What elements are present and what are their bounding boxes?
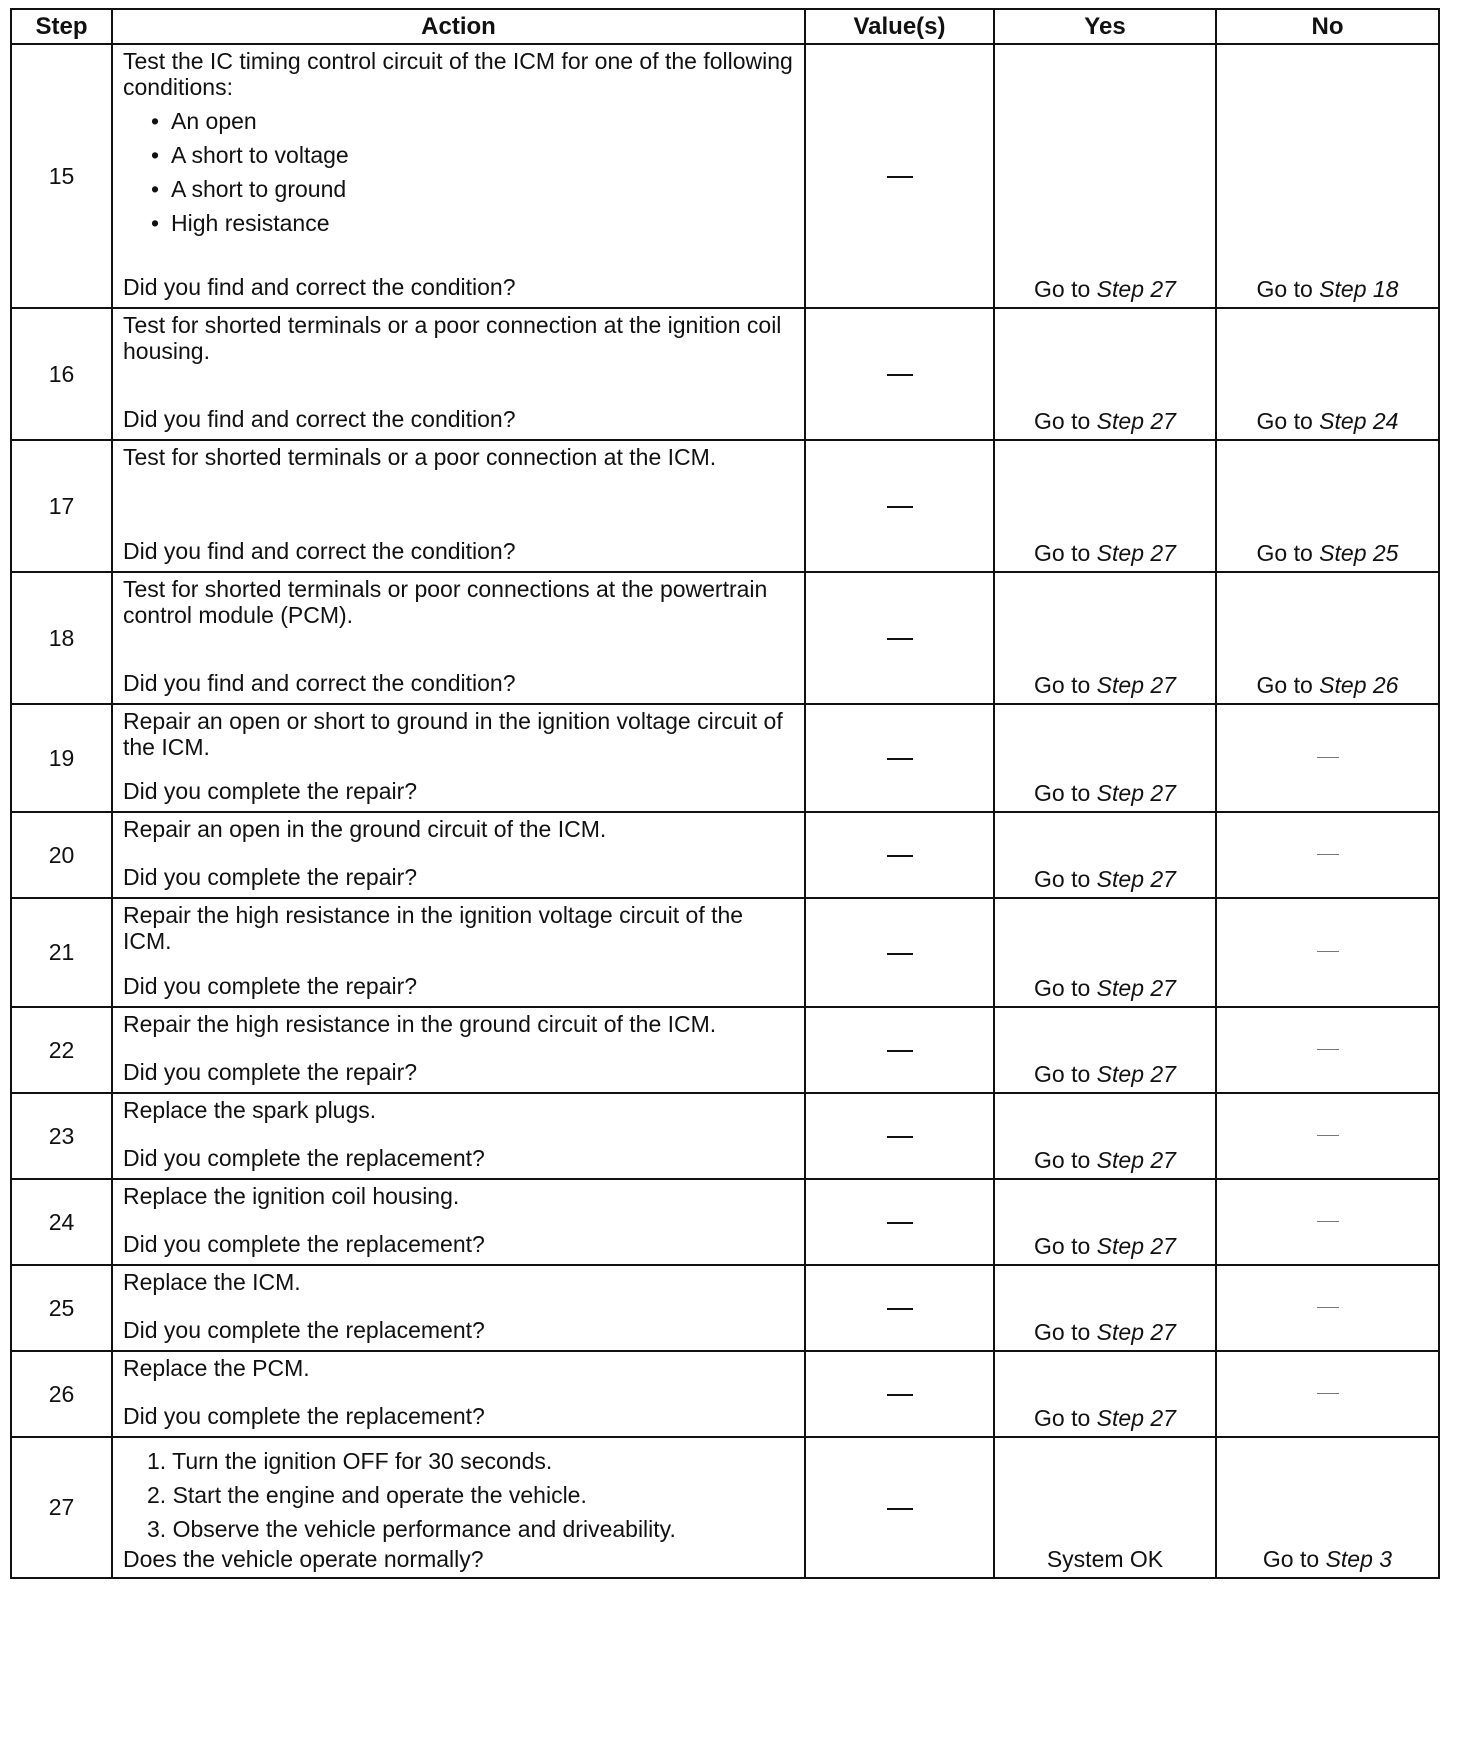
value-dash: [887, 758, 913, 760]
yes-prefix: Go to: [1034, 1405, 1091, 1431]
action-cell: [112, 308, 805, 440]
no-step-link[interactable]: Step 25: [1319, 540, 1399, 566]
action-question: Did you find and correct the condition?: [123, 274, 516, 300]
action-text: Repair an open or short to ground in the ignition voltage circuit of the ICM.: [123, 708, 783, 760]
action-cell: [112, 898, 805, 1007]
yes-cell[interactable]: [994, 1351, 1216, 1437]
value-cell: [805, 1265, 994, 1351]
no-cell[interactable]: [1216, 44, 1439, 308]
value-dash: [887, 855, 913, 857]
value-dash: [887, 1050, 913, 1052]
yes-cell: [994, 1437, 1216, 1578]
step-number: 27: [11, 1437, 112, 1578]
no-cell: [1216, 1179, 1439, 1265]
no-cell: [1216, 898, 1439, 1007]
table-row: [11, 572, 1439, 704]
no-step-link[interactable]: Step 18: [1319, 276, 1399, 302]
action-cell: [112, 440, 805, 572]
no-dash: [1317, 854, 1339, 855]
no-dash: [1317, 1307, 1339, 1308]
yes-prefix: Go to: [1034, 780, 1091, 806]
action-question: Did you complete the repair?: [123, 973, 418, 999]
value-cell: [805, 898, 994, 1007]
header-values: Value(s): [805, 9, 994, 44]
step-number: 25: [11, 1265, 112, 1351]
yes-cell[interactable]: [994, 812, 1216, 898]
value-cell: [805, 1007, 994, 1093]
value-dash: [887, 506, 913, 508]
action-question: Did you find and correct the condition?: [123, 538, 516, 564]
diagnostic-table-page: [10, 8, 1438, 1579]
action-text: Test for shorted terminals or a poor connection at the ignition coil housing.: [123, 312, 782, 364]
yes-prefix: Go to: [1034, 866, 1091, 892]
action-text: Repair the high resistance in the ignition voltage circuit of the ICM.: [123, 902, 744, 954]
yes-prefix: Go to: [1034, 672, 1091, 698]
yes-step-link[interactable]: Step 27: [1096, 1233, 1176, 1259]
no-dash: [1317, 757, 1339, 758]
yes-cell[interactable]: [994, 1265, 1216, 1351]
action-text: Replace the ICM.: [123, 1269, 301, 1295]
action-question: Does the vehicle operate normally?: [123, 1546, 484, 1572]
value-dash: [887, 1308, 913, 1310]
yes-prefix: Go to: [1034, 1061, 1091, 1087]
yes-step-link[interactable]: Step 27: [1096, 780, 1176, 806]
action-question: Did you complete the repair?: [123, 864, 418, 890]
yes-step-link[interactable]: Step 27: [1096, 866, 1176, 892]
yes-cell[interactable]: [994, 898, 1216, 1007]
action-question: Did you complete the replacement?: [123, 1145, 485, 1171]
no-dash: [1317, 1135, 1339, 1136]
table-row: [11, 1093, 1439, 1179]
yes-step-link[interactable]: Step 27: [1096, 540, 1176, 566]
action-question: Did you find and correct the condition?: [123, 406, 516, 432]
step-number: 23: [11, 1093, 112, 1179]
header-action: Action: [112, 9, 805, 44]
no-dash: [1317, 1049, 1339, 1050]
no-dash: [1317, 1393, 1339, 1394]
yes-prefix: Go to: [1034, 1147, 1091, 1173]
action-text: Test for shorted terminals or poor connections at the powertrain control module (PCM).: [123, 576, 768, 628]
list-item: • High resistance: [171, 206, 794, 240]
yes-cell[interactable]: [994, 572, 1216, 704]
yes-step-link[interactable]: Step 27: [1096, 672, 1176, 698]
yes-cell[interactable]: [994, 704, 1216, 812]
value-cell: [805, 812, 994, 898]
action-cell: [112, 1437, 805, 1578]
value-dash: [887, 374, 913, 376]
step-number: 17: [11, 440, 112, 572]
list-item: 3. Observe the vehicle performance and driveability.: [147, 1516, 676, 1542]
yes-result: System OK: [1046, 1546, 1164, 1572]
step-number: 26: [11, 1351, 112, 1437]
table-row: [11, 440, 1439, 572]
no-cell[interactable]: [1216, 308, 1439, 440]
table-row: [11, 704, 1439, 812]
step-number: 24: [11, 1179, 112, 1265]
value-cell: [805, 308, 994, 440]
value-cell: [805, 440, 994, 572]
list-item: 2. Start the engine and operate the vehicle.: [147, 1482, 587, 1508]
diagnostic-table: [10, 8, 1440, 1579]
action-text: Replace the spark plugs.: [123, 1097, 377, 1123]
yes-cell[interactable]: [994, 1007, 1216, 1093]
action-cell: [112, 704, 805, 812]
no-prefix: Go to: [1256, 276, 1313, 302]
value-cell: [805, 1351, 994, 1437]
yes-step-link[interactable]: Step 27: [1096, 1319, 1176, 1345]
yes-prefix: Go to: [1034, 540, 1091, 566]
procedure-list: [123, 1438, 794, 1546]
no-cell: [1216, 812, 1439, 898]
list-item: 1. Turn the ignition OFF for 30 seconds.: [147, 1448, 553, 1474]
yes-prefix: Go to: [1034, 1233, 1091, 1259]
step-number: 21: [11, 898, 112, 1007]
action-text: Replace the ignition coil housing.: [123, 1183, 460, 1209]
list-item: • A short to voltage: [171, 138, 794, 172]
yes-step-link[interactable]: Step 27: [1096, 408, 1176, 434]
action-question: Did you complete the replacement?: [123, 1317, 485, 1343]
value-cell: [805, 704, 994, 812]
no-cell[interactable]: [1216, 440, 1439, 572]
yes-cell[interactable]: [994, 308, 1216, 440]
no-cell: [1216, 1265, 1439, 1351]
value-dash: [887, 1136, 913, 1138]
no-cell[interactable]: [1216, 1437, 1439, 1578]
table-row: [11, 898, 1439, 1007]
no-dash: [1317, 951, 1339, 952]
step-number: 20: [11, 812, 112, 898]
action-question: Did you complete the repair?: [123, 778, 418, 804]
action-text: Test for shorted terminals or a poor connection at the ICM.: [123, 444, 717, 470]
no-step-link[interactable]: Step 26: [1319, 672, 1399, 698]
header-step: Step: [11, 9, 112, 44]
value-dash: [887, 1222, 913, 1224]
table-row: [11, 1265, 1439, 1351]
action-cell: [112, 1179, 805, 1265]
table-row: [11, 1437, 1439, 1578]
yes-step-link[interactable]: Step 27: [1096, 975, 1176, 1001]
action-cell: [112, 44, 805, 308]
table-row: [11, 308, 1439, 440]
no-prefix: Go to: [1256, 408, 1313, 434]
no-prefix: Go to: [1256, 672, 1313, 698]
value-cell: [805, 1093, 994, 1179]
value-cell: [805, 572, 994, 704]
value-cell: [805, 44, 994, 308]
action-cell: [112, 1007, 805, 1093]
value-cell: [805, 1437, 994, 1578]
table-row: [11, 812, 1439, 898]
yes-prefix: Go to: [1034, 975, 1091, 1001]
yes-prefix: Go to: [1034, 1319, 1091, 1345]
step-number: 18: [11, 572, 112, 704]
value-dash: [887, 638, 913, 640]
action-text: Repair an open in the ground circuit of the ICM.: [123, 816, 607, 842]
no-prefix: Go to: [1256, 540, 1313, 566]
no-step-link[interactable]: Step 24: [1319, 408, 1399, 434]
action-question: Did you find and correct the condition?: [123, 670, 516, 696]
yes-step-link[interactable]: Step 27: [1096, 1147, 1176, 1173]
no-cell: [1216, 1351, 1439, 1437]
step-number: 15: [11, 44, 112, 308]
no-dash: [1317, 1221, 1339, 1222]
step-number: 19: [11, 704, 112, 812]
table-row: [11, 1179, 1439, 1265]
list-item: • A short to ground: [171, 172, 794, 206]
no-cell: [1216, 1007, 1439, 1093]
condition-list: [123, 104, 794, 240]
yes-prefix: Go to: [1034, 408, 1091, 434]
action-text: Repair the high resistance in the ground circuit of the ICM.: [123, 1011, 717, 1037]
value-dash: [887, 1394, 913, 1396]
action-question: Did you complete the replacement?: [123, 1231, 485, 1257]
step-number: 22: [11, 1007, 112, 1093]
action-cell: [112, 1093, 805, 1179]
action-text: Test the IC timing control circuit of the ICM for one of the following conditions:: [123, 48, 793, 100]
yes-prefix: Go to: [1034, 276, 1091, 302]
action-cell: [112, 1351, 805, 1437]
yes-step-link[interactable]: Step 27: [1096, 276, 1176, 302]
yes-cell[interactable]: [994, 44, 1216, 308]
action-text: Replace the PCM.: [123, 1355, 310, 1381]
value-dash: [887, 953, 913, 955]
step-number: 16: [11, 308, 112, 440]
table-row: [11, 44, 1439, 308]
header-no: No: [1216, 9, 1439, 44]
yes-cell[interactable]: [994, 440, 1216, 572]
action-question: Did you complete the replacement?: [123, 1403, 485, 1429]
no-prefix: Go to: [1262, 1546, 1320, 1572]
yes-cell[interactable]: [994, 1179, 1216, 1265]
action-cell: [112, 572, 805, 704]
yes-cell[interactable]: [994, 1093, 1216, 1179]
action-cell: [112, 1265, 805, 1351]
no-cell: [1216, 1093, 1439, 1179]
value-cell: [805, 1179, 994, 1265]
list-item: • An open: [171, 104, 794, 138]
value-dash: [887, 1508, 913, 1510]
table-row: [11, 1007, 1439, 1093]
yes-step-link[interactable]: Step 27: [1096, 1061, 1176, 1087]
no-cell: [1216, 704, 1439, 812]
header-yes: Yes: [994, 9, 1216, 44]
table-row: [11, 1351, 1439, 1437]
header-row: [11, 9, 1439, 44]
yes-step-link[interactable]: Step 27: [1096, 1405, 1176, 1431]
no-cell[interactable]: [1216, 572, 1439, 704]
action-question: Did you complete the repair?: [123, 1059, 418, 1085]
value-dash: [887, 176, 913, 178]
no-step-link[interactable]: Step 3: [1325, 1546, 1393, 1572]
action-cell: [112, 812, 805, 898]
